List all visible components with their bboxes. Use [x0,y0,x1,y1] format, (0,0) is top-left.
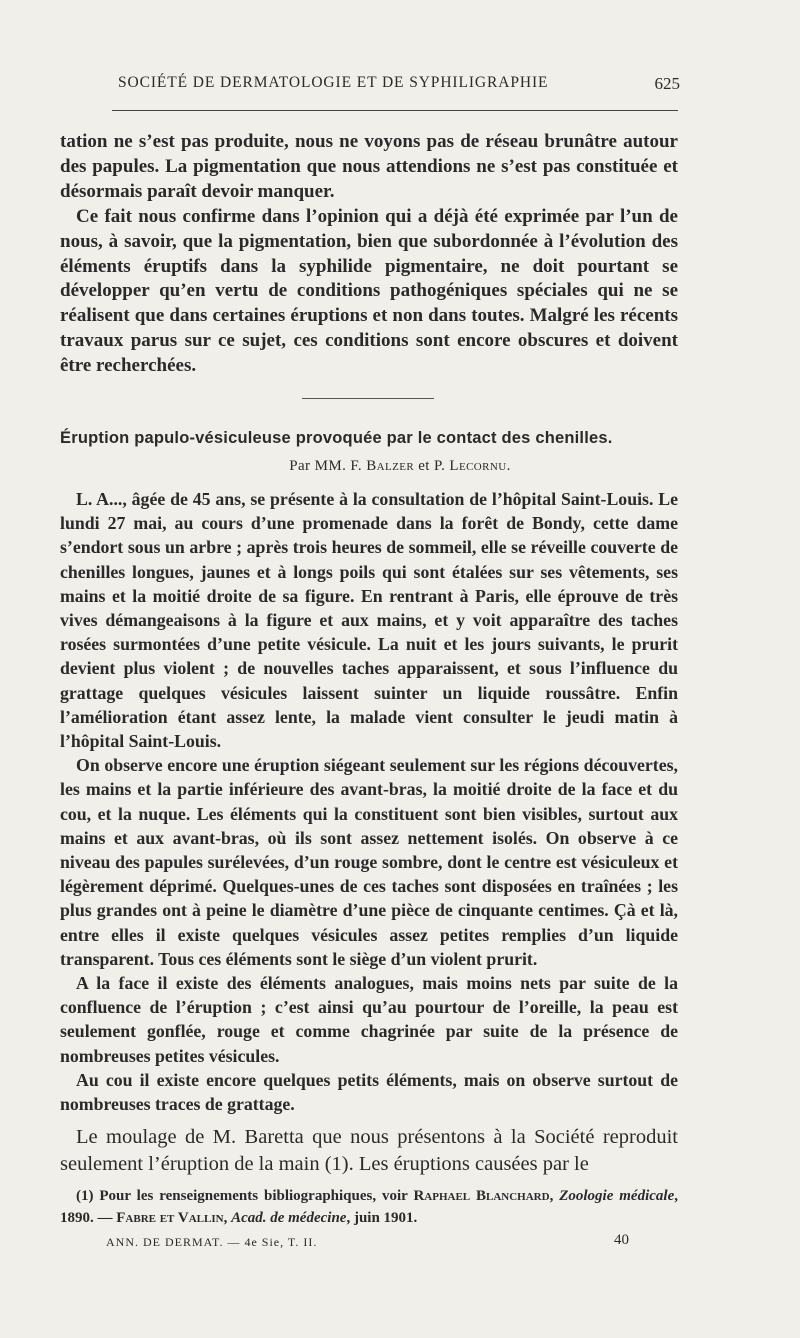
intro-text [60,130,678,379]
article-title: Éruption papulo-vésiculeuse provoquée par le contact des chenilles. [60,429,613,447]
footnote-text-1: Pour les renseignements bibliographiques, voir [99,1188,408,1204]
closing-text [60,1124,678,1177]
article-byline [0,458,800,475]
page-number: 625 [654,74,680,93]
author-2: Lecornu [449,458,507,474]
body-paragraph-3: A la face il existe des éléments analogues, mais moins nets par suite de la confluence de l’éruption ; c’est ainsi qu’au pourtour de l’oreille, la peau est seulement gonflée, rouge et comme chagrinée par suite de la présence de nombreuses petites vésicules. [60,973,678,1066]
closing-paragraph: Le moulage de M. Baretta que nous présentons à la Société reproduit seulement l’éruption de la main (1). Les éruptions causées par le [60,1126,678,1175]
byline-end: . [506,458,511,474]
footnote-text-3: , juin 1901. [346,1210,418,1226]
body-paragraph-1: L. A..., âgée de 45 ans, se présente à la consultation de l’hôpital Saint-Louis. Le lundi 27 mai, au cours d’une promenade dans la forêt de Bondy, cette dame s’endort sous un arbre ; après trois heures de sommeil, elle se réveille couverte de chenilles longues, jaunes et à longs poils qui sont étalées sur ses vêtements, ses mains et la moitié droite de sa figure. En rentrant à Paris, elle éprouve de très vives démangeaisons à la figure et aux mains, et y voit apparaître des taches rosées surmontées d’une petite vésicule. La nuit et les jours suivants, le prurit devient plus violent ; de nouvelles taches apparaissent, et sous l’influence du grattage quelques vésicules laissent suinter un liquide roussâtre. Enfin l’amélioration étant assez lente, la malade vient consulter le jeudi matin à l’hôpital Saint-Louis. [60,489,678,752]
journal-footer: ANN. DE DERMAT. — 4e Sie, T. II. [106,1235,318,1249]
footnote-marker: (1) [76,1188,94,1204]
footnote-work-1: Zoologie médicale [559,1188,675,1204]
running-head-title: SOCIÉTÉ DE DERMATOLOGIE ET DE SYPHILIGRAPHIE [118,74,549,91]
body-paragraph-4: Au cou il existe encore quelques petits éléments, mais on observe surtout de nombreuses traces de grattage. [60,1069,678,1115]
footnote: (1) Pour les renseignements bibliographiques, voir Raphael Blanchard, Zoologie médicale, 1890. — Fabre et Vallin, Acad. de médecine, juin 1901. [60,1188,678,1226]
footnote-authors-2: Fabre et Vallin [116,1210,224,1226]
body-paragraph-2: On observe encore une éruption siégeant seulement sur les régions découvertes, les mains et la partie inférieure des avant-bras, la moitié droite de la face et du cou, et la nuque. Les éléments qui la constituent sont bien visibles, surtout aux mains et aux avant-bras, où ils sont assez nettement isolés. On observe à ce niveau des papules surélevées, d’un rouge sombre, dont le centre est vésiculeux et légèrement déprimé. Quelques-unes de ces taches sont disposées en traînées ; les plus grandes ont à peine le diamètre d’une pièce de cinquante centimes. Çà et là, entre elles il existe quelques vésicules assez petites remplies d’un liquide transparent. Tous ces éléments sont le siège d’un violent prurit. [60,755,678,969]
byline-mid: et P. [418,458,446,474]
byline-prefix: Par MM. F. [289,458,363,474]
footnote-text-2: , 1890. — [60,1188,678,1226]
intro-paragraph-1: tation ne s’est pas produite, nous ne voyons pas de réseau brunâtre autour des papules. La pigmentation que nous attendions ne s’est pas constituée et désormais paraît devoir manquer. [60,131,678,202]
header-rule [112,110,678,111]
footnote-author-1: Raphael Blanchard [413,1188,550,1204]
author-1: Balzer [366,458,415,474]
signature-mark: 40 [614,1232,629,1248]
section-separator [302,398,434,399]
intro-paragraph-2: Ce fait nous confirme dans l’opinion qui a déjà été exprimée par l’un de nous, à savoir, que la pigmentation, bien que subordonnée à l’évolution des éléments éruptifs dans la syphilide pigmentaire, ne doit pourtant se développer qu’en vertu de conditions pathogéniques spéciales qui ne se réalisent que dans certaines éruptions et non dans toutes. Malgré les récents travaux parus sur ce sujet, ces conditions sont encore obscures et doivent être recherchées. [60,205,678,377]
footnote-work-2: Acad. de médecine [231,1210,347,1226]
article-body [60,487,678,1116]
